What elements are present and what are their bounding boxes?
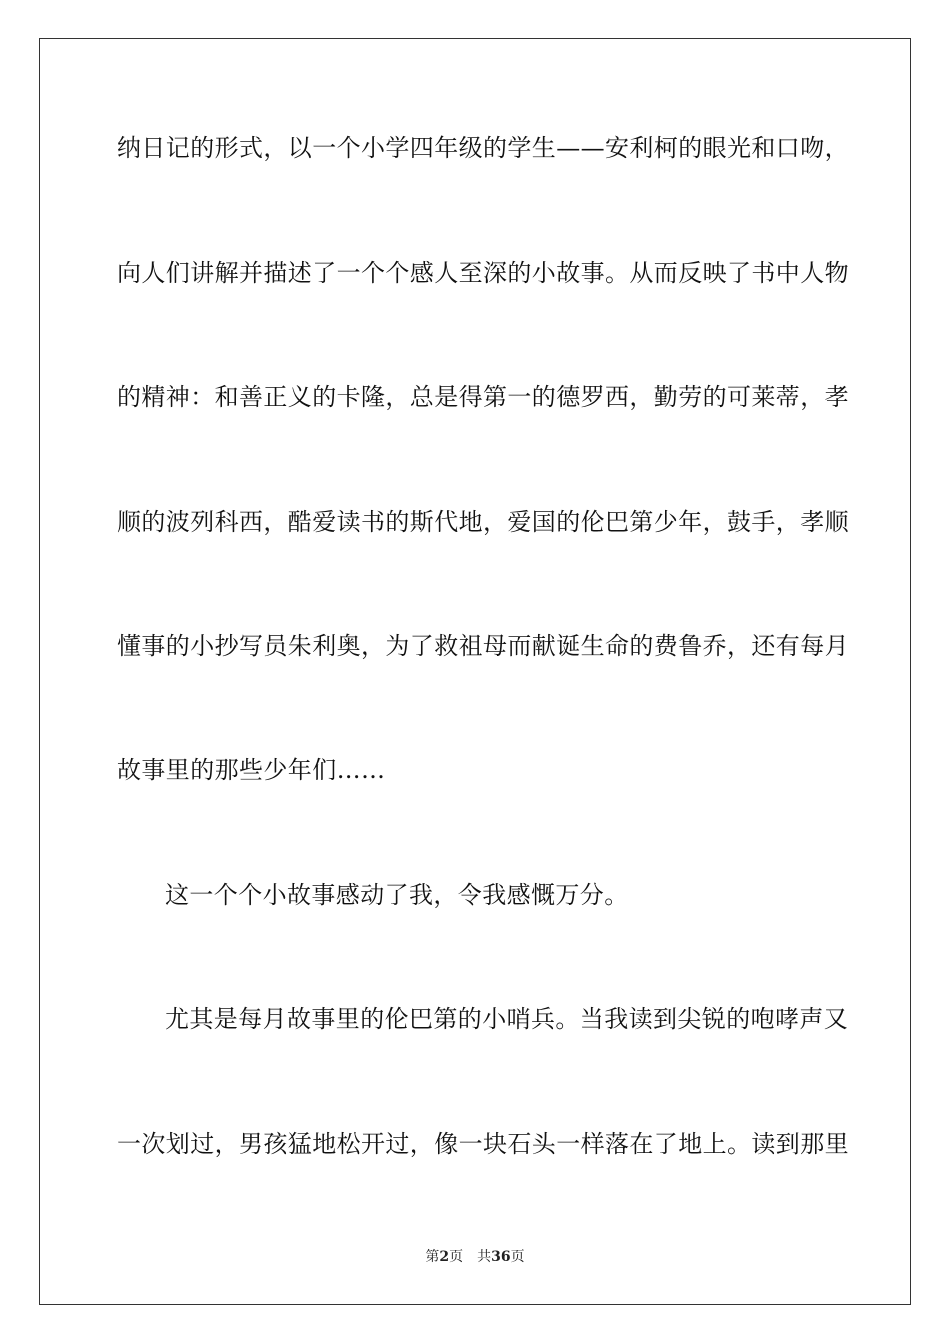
total-pages: 36 [491,1249,511,1265]
page-frame [39,38,911,1305]
body-line-1: 纳日记的形式，以一个小学四年级的学生——安利柯的眼光和口吻， [117,134,849,162]
body-line-3: 的精神：和善正义的卡隆，总是得第一的德罗西，勤劳的可莱蒂，孝 [117,383,849,411]
page-footer [0,1247,950,1267]
body-line-6: 故事里的那些少年们…… [117,756,386,784]
body-line-5: 懂事的小抄写员朱利奥，为了救祖母而献诞生命的费鲁乔，还有每月 [117,632,849,660]
body-line-2: 向人们讲解并描述了一个个感人至深的小故事。从而反映了书中人物 [117,259,849,287]
body-line-9: 一次划过，男孩猛地松开过，像一块石头一样落在了地上。读到那里 [117,1130,849,1158]
total-prefix: 共 [477,1249,492,1265]
total-suffix: 页 [510,1249,525,1265]
body-line-4: 顺的波列科西，酷爱读书的斯代地，爱国的伦巴第少年，鼓手，孝顺 [117,508,849,536]
paragraph-start-line: 这一个个小故事感动了我，令我感慨万分。 [165,881,629,909]
page-prefix: 第 [425,1249,440,1265]
page-suffix: 页 [449,1249,464,1265]
paragraph-start-line: 尤其是每月故事里的伦巴第的小哨兵。当我读到尖锐的咆哮声又 [165,1005,849,1033]
page-number: 2 [439,1249,450,1265]
